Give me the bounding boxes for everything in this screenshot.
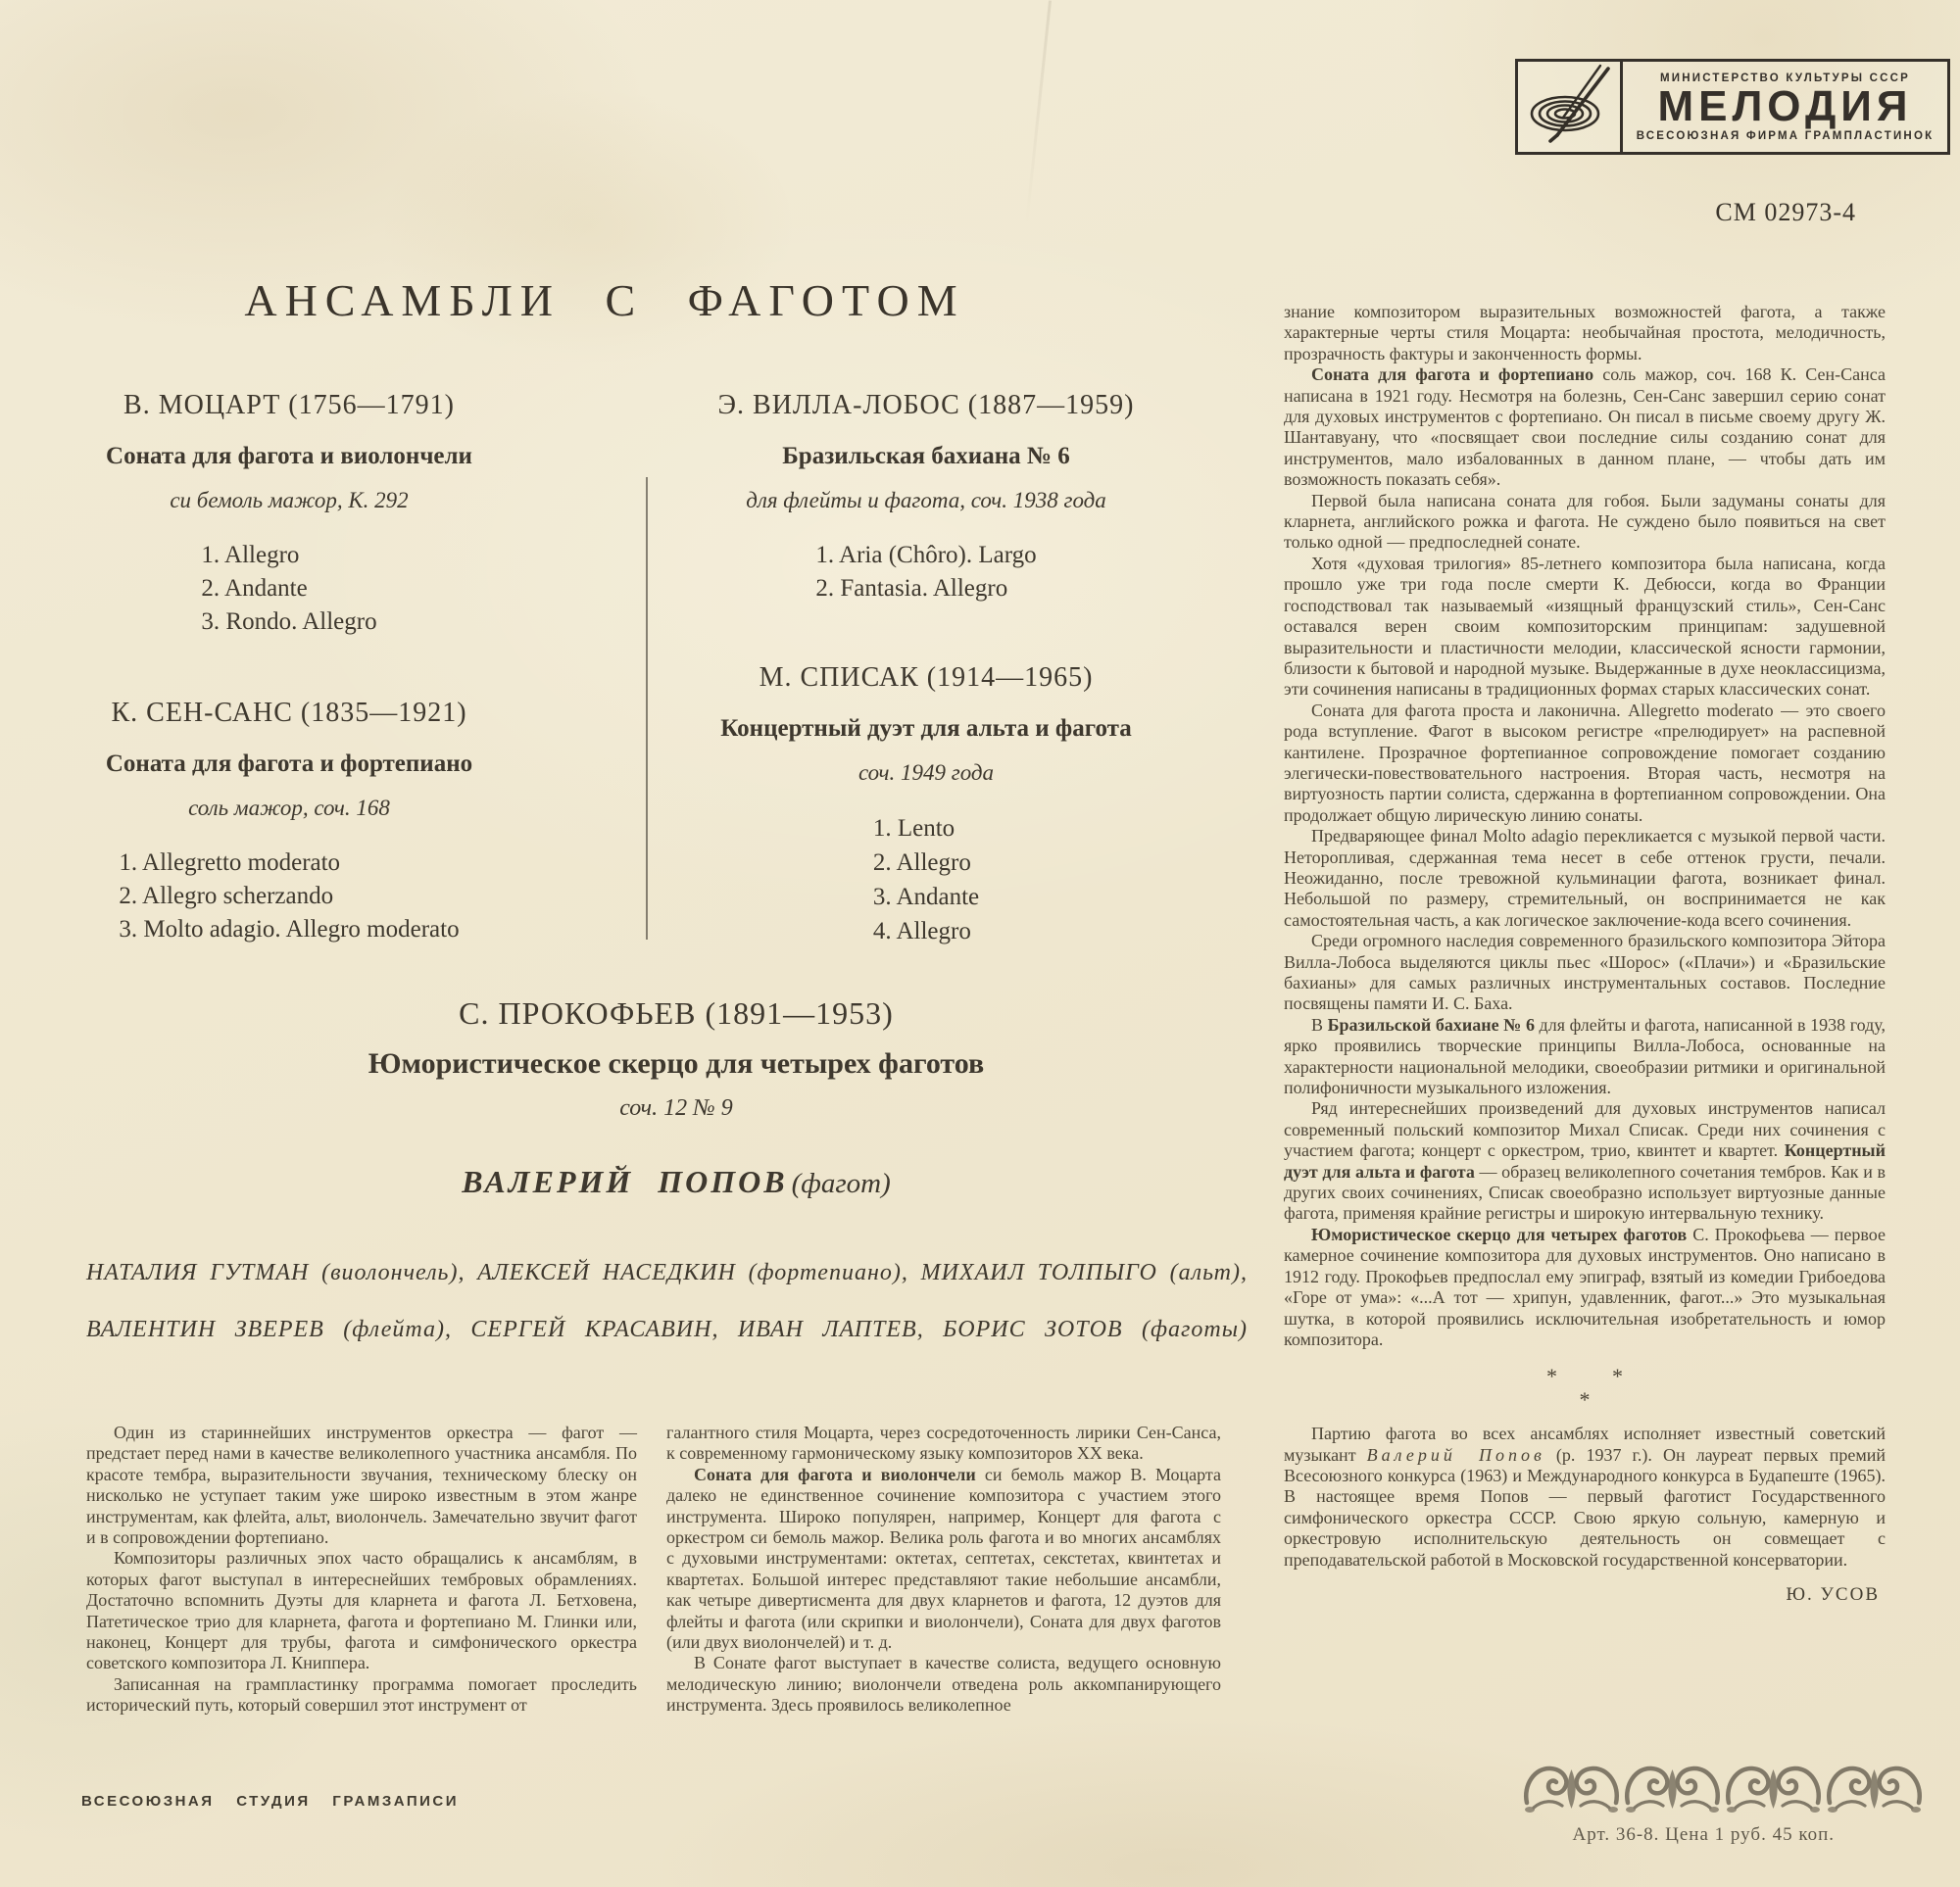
liner-notes-bottom: [86, 1423, 1221, 1717]
note-paragraph: Первой была написана соната для гобоя. Были задуманы сонаты для кларнета, английского рожка и фагота. Не суждено было появиться на свет только одной — предпоследней сонате.: [1284, 490, 1886, 553]
work-title-inline: Концертный дуэт для альта и фагота: [1284, 1140, 1886, 1182]
note-paragraph: [1284, 1424, 1886, 1571]
performers-line: НАТАЛИЯ ГУТМАН (виолончель), АЛЕКСЕЙ НАСЕДКИН (фортепиано), МИХАИЛ ТОЛПЫГО (альт),: [86, 1260, 1248, 1285]
note-paragraph: [1284, 1098, 1886, 1224]
column-divider: [646, 477, 648, 940]
note-text: С. Прокофьева — первое камерное сочинение композитора для духовых инструментов. Оно написано в 1912 году. Прокофьев предпослал ему эпиграф, взятый из комедии Грибоедова «Горе от ума»: «...А тот — хрипун, удавленник, фагот...» Это музыкальная шутка, в которой проявились исключительная изобретательность и юмор композитора.: [1284, 1224, 1886, 1349]
asterisk: *: [1546, 1364, 1557, 1389]
movement-list: [873, 811, 979, 948]
work-title: Соната для фагота и виолончели: [106, 443, 472, 469]
composer-name: М. СПИСАК (1914—1965): [759, 662, 1094, 693]
work-subtitle: соч. 12 № 9: [619, 1095, 733, 1121]
performers-line: ВАЛЕНТИН ЗВЕРЕВ (флейта), СЕРГЕЙ КРАСАВИН, ИВАН ЛАПТЕВ, БОРИС ЗОТОВ (фаготы): [86, 1317, 1248, 1342]
note-text: В: [1311, 1014, 1328, 1035]
movement-item: 2. Allegro: [872, 849, 971, 876]
work-subtitle: си бемоль мажор, К. 292: [170, 488, 409, 512]
work-title-inline: Соната для фагота и виолончели: [694, 1464, 976, 1484]
asterisk: *: [1612, 1364, 1623, 1389]
movement-item: 1. Aria (Chôro). Largo: [815, 542, 1037, 568]
note-paragraph: знание композитором выразительных возможностей фагота, а также характерные черты стиля Моцарта: необычайная простота, мелодичность, прозрачность фактуры и законченность формы.: [1284, 302, 1886, 363]
catalog-number: СМ 02973-4: [1715, 198, 1856, 226]
logo-text: [1623, 62, 1947, 152]
paper-crease: [1025, 0, 1052, 224]
movement-list: [119, 847, 459, 946]
note-text: соль мажор, соч. 168 К. Сен-Санса написана в 1921 году. Несмотря на болезнь, Сен-Санс завершил серию сонат для духовых инструментов с фортепиано. Он писал в письме своему другу Ж. Шантавуану, что «посвящает свои последние силы созданию сонат для инструментов, мало избалованных в данном плане, — чтобы дать им возможность показать себя».: [1284, 364, 1886, 490]
record-stylus-icon: [1518, 62, 1623, 152]
note-paragraph: [1284, 364, 1886, 490]
movement-item: 3. Molto adagio. Allegro moderato: [119, 916, 460, 943]
performers: [86, 1260, 1248, 1374]
album-title: АНСАМБЛИ С ФАГОТОМ: [244, 275, 965, 325]
movement-item: 4. Allegro: [872, 918, 971, 944]
work-prokofiev: [93, 995, 1259, 1122]
composer-name: Э. ВИЛЛА-ЛОБОС (1887—1959): [717, 390, 1135, 420]
melodiya-logo: [1515, 59, 1950, 155]
movement-item: 3. Andante: [872, 884, 980, 910]
logo-ministry: МИНИСТЕРСТВО КУЛЬТУРЫ СССР: [1660, 72, 1910, 84]
movement-item: 1. Allegretto moderato: [119, 849, 341, 876]
movement-item: 2. Fantasia. Allegro: [815, 575, 1008, 602]
note-text: для флейты и фагота, написанной в 1938 году, ярко проявились творческие принципы Вилла-Лобоса, основанные на характерности национальной мелодики, своеобразии ритмики и оригинальной полифоничности музыкального изложения.: [1284, 1014, 1886, 1098]
composer-name: С. ПРОКОФЬЕВ (1891—1953): [459, 995, 894, 1031]
asterisk-separator: [1284, 1364, 1886, 1389]
note-text: Партию фагота во всех ансамблях исполняет известный советский музыкант: [1284, 1424, 1886, 1465]
note-paragraph: В Сонате фагот выступает в качестве солиста, ведущего основную мелодическую линию; виолончели отведена роль аккомпанирующего инструмента. Здесь проявилось великолепное: [666, 1653, 1221, 1716]
note-paragraph: Среди огромного наследия современного бразильского композитора Эйтора Вилла-Лобоса выделяются циклы пьес «Шорос» («Плачи») и «Бразильские бахианы» для самых различных инструментальных составов. Последние посвящены памяти И. С. Баха.: [1284, 931, 1886, 1014]
note-paragraph: Хотя «духовая трилогия» 85-летнего композитора была написана, когда прошло уже три года после смерти К. Дебюсси, когда во Франции господствовал так называемый «изящный французский стиль», Сен-Санс оставался верен своим композиторским принципам: задушевной выразительности и пластичности мелодии, классической ясности гармонии, близости к бытовой и народной музыке. Выдержанные в духе неоклассицизма, эти сочинения написаны в традиционных формах старых классических сонат.: [1284, 553, 1886, 700]
movement-item: 2. Andante: [201, 575, 308, 602]
studio-credit: ВСЕСОЮЗНАЯ СТУДИЯ ГРАМЗАПИСИ: [81, 1793, 460, 1810]
work-title-inline: Юмористическое скерцо для четырех фаготов: [1311, 1224, 1688, 1244]
soloist-name: ВАЛЕРИЙ ПОПОВ: [462, 1164, 788, 1199]
performer-name-inline: Валерий Попов: [1366, 1444, 1545, 1465]
asterisk-separator: *: [1579, 1386, 1591, 1412]
movement-item: 1. Lento: [872, 815, 956, 842]
liner-notes-left: [86, 1423, 637, 1717]
logo-firm: ВСЕСОЮЗНАЯ ФИРМА ГРАМПЛАСТИНОК: [1636, 129, 1935, 142]
work-title: Бразильская бахиана № 6: [782, 443, 1070, 469]
floral-ornament: [1521, 1756, 1925, 1816]
work-title: Соната для фагота и фортепиано: [105, 750, 473, 777]
note-paragraph: [1284, 1015, 1886, 1099]
movement-item: 3. Rondo. Allegro: [201, 608, 377, 635]
note-paragraph: Один из стариннейших инструментов оркестра — фагот — предстает перед нами в качестве великолепного участника ансамбля. По красоте тембра, выразительности звучания, техническому блеску он нисколько не уступает таким уже широко известным в этом жанре инструментам, как флейта, альт, виолончель. Замечательно звучит фагот и в сопровождении фортепиано.: [86, 1423, 637, 1548]
note-paragraph: галантного стиля Моцарта, через сосредоточенность лирики Сен-Санса, к современному гармоническому языку композиторов XX века.: [666, 1423, 1221, 1464]
work-saint-saens: [83, 698, 495, 946]
work-subtitle: соль мажор, соч. 168: [188, 796, 390, 820]
work-title: Юмористическое скерцо для четырех фаготов: [368, 1047, 985, 1080]
logo-brand: МЕЛОДИЯ: [1657, 81, 1913, 130]
soloist-instrument: (фагот): [791, 1168, 891, 1199]
composer-name: В. МОЦАРТ (1756—1791): [123, 390, 455, 420]
movement-item: 1. Allegro: [201, 542, 300, 568]
work-subtitle: соч. 1949 года: [858, 760, 995, 785]
author-signature: Ю. УСОВ: [1786, 1583, 1880, 1605]
movement-list: [815, 539, 1036, 605]
soloist-line: [93, 1164, 1259, 1200]
liner-notes-mid: [666, 1423, 1221, 1717]
work-mozart: [83, 390, 495, 639]
note-paragraph: Записанная на грампластинку программа помогает проследить исторический путь, который совершил этот инструмент от: [86, 1673, 637, 1716]
work-spisak: [681, 662, 1171, 948]
work-title-inline: Бразильской бахиане № 6: [1327, 1014, 1535, 1035]
note-paragraph: Предваряющее финал Molto adagio перекликается с музыкой первой части. Неторопливая, сдержанная тема несет в себе оттенок грусти, печали. Неожиданно, после тревожной кульминации фагота, возникает финал. Небольшой по размеру, стремительный, он воспринимается не как самостоятельная часть, а как логическое заключение-кода всего сочинения.: [1284, 826, 1886, 930]
movement-list: [201, 539, 376, 639]
work-subtitle: для флейты и фагота, соч. 1938 года: [746, 488, 1106, 512]
price-line: Арт. 36-8. Цена 1 руб. 45 коп.: [1572, 1824, 1835, 1845]
note-text: Ряд интереснейших произведений для духовых инструментов написал современный польский композитор Михал Списак. Среди них сочинения с участием фагота; концерт с оркестром, трио, квинтет и квартет.: [1284, 1098, 1886, 1161]
work-title-inline: Соната для фагота и фортепиано: [1311, 364, 1594, 385]
note-paragraph: Композиторы различных эпох часто обращались к ансамблям, в которых фагот выступал в интереснейших тембровых обрамлениях. Достаточно вспомнить Дуэты для кларнета и фагота Л. Бетховена, Патетическое трио для кларнета, фагота и фортепиано М. Глинки или, наконец, Концерт для трубы, фагота и симфонического оркестра советского композитора Л. Книппера.: [86, 1548, 637, 1673]
note-text: (р. 1937 г.). Он лауреат первых премий Всесоюзного конкурса (1963) и Международного конкурса в Будапеште (1965). В настоящее время Попов — первый фаготист Государственного симфонического оркестра СССР. Свою яркую сольную, камерную и оркестровую исполнительскую деятельность он совмещает с преподавательской работой в Московской государственной консерватории.: [1284, 1444, 1886, 1570]
note-paragraph: [666, 1465, 1221, 1654]
movement-item: 2. Allegro scherzando: [119, 883, 334, 909]
liner-notes-right: [1284, 302, 1886, 1605]
note-text: си бемоль мажор В. Моцарта далеко не единственное сочинение композитора с участием этого инструмента. Широко популярен, например, Концерт для фагота с оркестром си бемоль мажор. Велика роль фагота и во многих ансамблях с духовыми инструментами: октетах, септетах, секстетах, квинтетах и квартетах. Большой интерес представляют такие небольшие ансамбли, как четыре дивертисмента для двух кларнетов и фагота, 12 дуэтов для флейты и фагота (или скрипки и виолончели), Соната для двух фаготов (или двух виолончелей) и т. д.: [666, 1464, 1221, 1653]
work-title: Концертный дуэт для альта и фагота: [720, 715, 1132, 742]
note-text: — образец великолепного сочетания тембров. Как и в других своих сочинениях, Списак своеобразно использует виртуозные данные фагота, применяя крайние регистры и широкую интервальную технику.: [1284, 1161, 1886, 1224]
note-paragraph: Соната для фагота проста и лаконична. Allegretto moderato — это своего рода вступление. Фагот в высоком регистре «прелюдирует» на распевной кантилене. Прозрачное фортепианное сопровождение помогает созданию элегически-повествовательного настроения. Вторая часть, несмотря на виртуозность партии солиста, сдержанна в фортепианном сопровождении. Она продолжает общую лирическую линию сонаты.: [1284, 700, 1886, 825]
composer-name: К. СЕН-САНС (1835—1921): [111, 698, 467, 728]
note-paragraph: [1284, 1225, 1886, 1350]
work-villa-lobos: [681, 390, 1171, 605]
